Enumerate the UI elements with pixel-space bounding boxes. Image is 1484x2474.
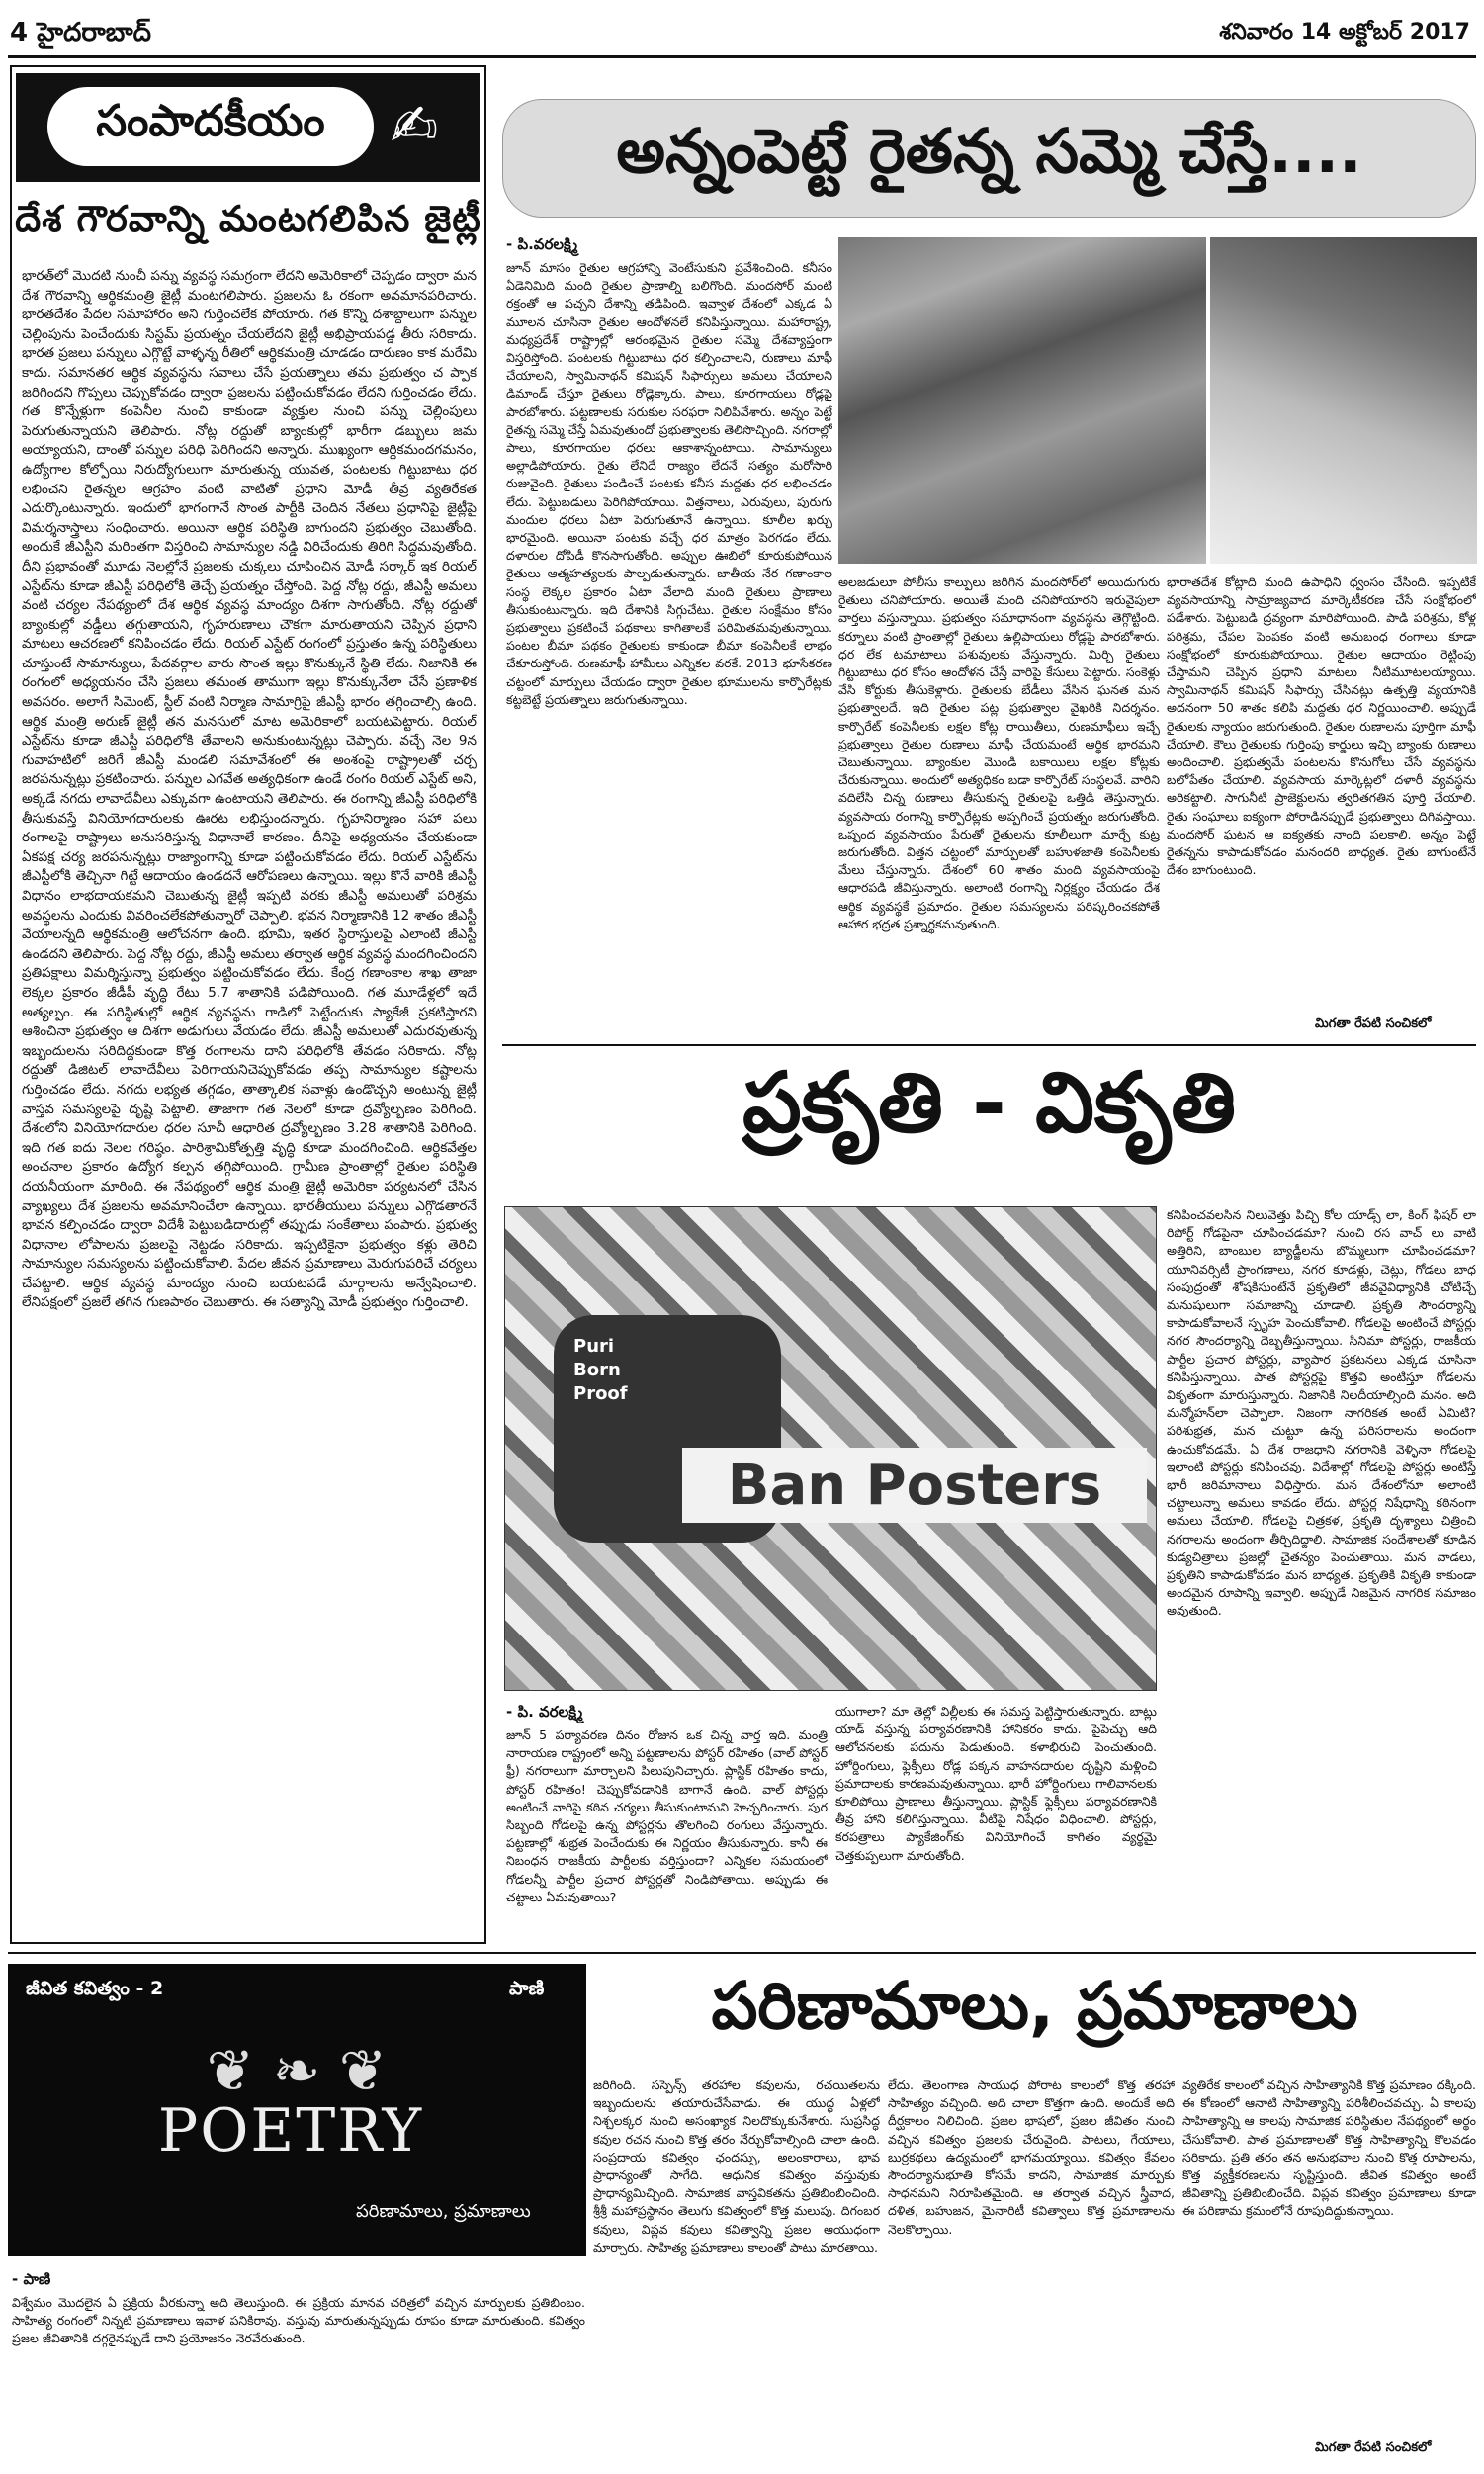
poetry-image-subtitle: పరిణామాలు, ప్రమాణాలు: [356, 2201, 531, 2222]
page-number-label: 4 హైదరాబాద్: [10, 18, 151, 47]
poetry-article-col2: జరిగింది. సస్పెన్స్ తరహాల కవులను, రచయితలను ఇబ్బందులను తయారుచేసేవాడు. ఈ యుద్ధ ఏళ్లలో నిశ్చలక్కర నుంచి అసంఖ్యాక నిలదొక్కుకునేశారు. సుప్రసిద్ధ కవుల రచన నుంచి కొత్త తరం నేర్చుకోవాల్సింది చాలా ఉంది. సంప్రదాయ కవిత్వం ఛందస్సు, అలంకారాలు, భావ ప్రాధాన్యంతో సాగేది. ఆధునిక కవిత్వం వస్తువుకు ప్రాధాన్యమిచ్చింది. సామాజిక వాస్తవికతను ప్రతిబింబించింది. శ్రీశ్రీ మహాప్రస్థానం తెలుగు కవిత్వంలో కొత్త మలుపు. దిగంబర కవులు, విప్లవ కవులు కవిత్వాన్ని ప్రజల ఆయుధంగా మార్చారు. సాహిత్య ప్రమాణాలు కాలంతో పాటు మారతాయి.: [593, 2077, 880, 2254]
farmer-article-col2: అలజడులూ పోలీసు కాల్పులు జరిగిన మందసోర్‌లో అయిదుగురు రైతులు చనిపోయారు. అయితే మంది చనిపోయారని ఇరువైపులా వార్తలు వస్తున్నాయి. ప్రభుత్వం సమాధానంగా వ్యవస్థను తెగ్గొట్టింది. కర్నూలు వంటి ప్రాంతాల్లో రైతులు ఉల్లిపాయలు రోడ్లపై పారబోశారు. ధర లేక టమాటాలు పశువులకు వేస్తున్నారు. మిర్చి రైతులు గిట్టుబాటు ధర కోసం ఆందోళన చేస్తే వారిపై కేసులు పెట్టారు. సంకెళ్లు వేసి కోర్టుకు తీసుకెళ్లారు. రైతులకు బేడీలు వేసిన ఘనత మన ప్రభుత్వాలదే. ఇది రైతుల పట్ల ప్రభుత్వాల వైఖరికి నిదర్శనం. కార్పొరేట్ కంపెనీలకు లక్షల కోట్ల రాయితీలు, రుణమాఫీలు ఇచ్చే ప్రభుత్వాలు రైతుల రుణాలు మాఫీ చేయమంటే ఆర్థిక భారమని చెబుతున్నాయి. బ్యాంకుల మొండి బకాయిలు లక్షల కోట్లకు చేరుకున్నాయి. అందులో అత్యధికం బడా కార్పొరేట్ సంస్థలవే. వారిని వదిలేసి చిన్న రుణాలు తీసుకున్న రైతులపై ఒత్తిడి తెస్తున్నారు. వ్యవసాయ రంగాన్ని కార్పొరేట్లకు అప్పగించే ప్రయత్నం జరుగుతోంది. ఒప్పంద వ్యవసాయం పేరుతో రైతులను కూలీలుగా మార్చే కుట్ర జరుగుతోంది. విత్తన చట్టంలో మార్పులతో బహుళజాతి కంపెనీలకు మేలు చేస్తున్నారు. దేశంలో 60 శాతం మంది వ్యవసాయంపై ఆధారపడి జీవిస్తున్నారు. అలాంటి రంగాన్ని నిర్లక్ష్యం చేయడం దేశ ఆర్థిక వ్యవస్థకే ప్రమాదం. రైతుల సమస్యలను పరిష్కరించకపోతే ఆహార భద్రత ప్రశ్నార్థకమవుతుంది.: [838, 574, 1160, 931]
farmers-protest-photo: [838, 237, 1206, 564]
poster-article-bottom-mid: యుగాలా? మా తెల్లో విల్లీలకు ఈ సమస్త పెట్టిస్తారుతున్నారు. బాట్లు యాడ్ వస్తున్న పర్యావరణానికి హానికరం కాదు. పైపెచ్చు ఆది ఆలోచనలకు పదును పెడుతుంది. కళాభిరుచి పెంచుతుంది. హోర్డింగులు, ఫ్లెక్సీలు రోడ్ల పక్కన వాహనదారుల దృష్టిని మళ్లించి ప్రమాదాలకు కారణమవుతున్నాయి. భారీ హోర్డింగులు గాలివానలకు కూలిపోయి ప్రాణాలు తీస్తున్నాయి. ప్లాస్టిక్ ఫ్లెక్సీలు పర్యావరణానికి తీవ్ర హాని కలిగిస్తున్నాయి. వీటిపై నిషేధం విధించాలి. పోస్టర్లు, కరపత్రాలు ప్యాకేజింగ్‌కు వినియోగించే కాగితం వ్యర్థమై చెత్తకుప్పలుగా మారుతోంది.: [835, 1704, 1157, 1863]
editorial-headline: దేశ గౌరవాన్ని మంటగలిపిన జైట్లీ: [15, 198, 481, 240]
poetry-author-tag: పాణి: [509, 1978, 545, 1999]
pen-icon: ✍: [390, 92, 439, 159]
masthead-rule: [8, 55, 1476, 58]
farmer-article-col3: భారాతదేశ కోట్లాది మంది ఉపాధిని ధ్వంసం చేసింది. ఇప్పటికే వ్యవసాయాన్ని సామ్రాజ్యవాద మార్కెటీకరణ చేసే సంక్షోభంలో పడేశారు. పెట్టుబడి ద్రవ్యంగా మారిపోయింది. పాడి పరిశ్రమ, కోళ్ల పరిశ్రమ, చేపల పెంపకం వంటి అనుబంధ రంగాలు కూడా సంక్షోభంలో కూరుకుపోయాయి. రైతుల ఆదాయం రెట్టింపు చేస్తామని చెప్పిన ప్రధాని మాటలు నీటిమూటలయ్యాయి. స్వామినాథన్ కమిషన్ సిఫార్సు చేసినట్లు ఉత్పత్తి వ్యయానికి అదనంగా 50 శాతం కలిపి మద్దతు ధర నిర్ణయించాలి. అప్పుడే రైతులకు న్యాయం జరుగుతుంది. రైతుల రుణాలను పూర్తిగా మాఫీ చేయాలి. కౌలు రైతులకు గుర్తింపు కార్డులు ఇచ్చి బ్యాంకు రుణాలు అందించాలి. ప్రభుత్వమే పంటలను కొనుగోలు చేసే వ్యవస్థను బలోపేతం చేయాలి. వ్యవసాయ మార్కెట్లలో దళారీ వ్యవస్థను అరికట్టాలి. సాగునీటి ప్రాజెక్టులను త్వరితగతిన పూర్తి చేయాలి. రైతు సంఘాలు ఐక్యంగా పోరాడినప్పుడే ప్రభుత్వాలు దిగివస్తాయి. మందసోర్ ఘటన ఆ ఐక్యతకు నాంది పలకాలి. అన్నం పెట్టే రైతన్నను కాపాడుకోవడం మనందరి బాధ్యత. రైతు బాగుంటేనే దేశం బాగుంటుంది.: [1167, 574, 1476, 878]
poster-article-right-col: కనిపించవలసిన నిలువెత్తు పిచ్చి కోల యాడ్స్ లా, కింగ్ ఫిషర్ లా రిపోర్ట్ గోడపైనా చూపించడమా? నుంచి రస వాచ్ లు వాటి అత్తిరిని, బాంబుల బ్యాడ్జీలను బొమ్మలుగా చూపించడమా? యూనివర్సిటీ ప్రాంగణాలు, నగర కూడళ్లు, చెట్లు, గోడలు బాధ సంపుద్రంతో శోషకిసుంటేనే ప్రకృతిలో జీవవైవిధ్యానికి చోటిచ్చే మనుషులుగా సమాజాన్ని చూడాలి. ప్రకృతి సౌందర్యాన్ని కాపాడుకోవాలనే స్పృహ పెంచుకోవాలి. గోడలపై అంటించే పోస్టర్లు నగర సౌందర్యాన్ని దెబ్బతీస్తున్నాయి. సినిమా పోస్టర్లు, రాజకీయ పార్టీల ప్రచార పోస్టర్లు, వ్యాపార ప్రకటనలు ఎక్కడ చూసినా కనిపిస్తున్నాయి. పాత పోస్టర్లపై కొత్తవి అంటిస్తూ గోడలను వికృతంగా మారుస్తున్నారు. నిజానికి నిలదీయాల్సింది మనం. అది మన్మోహన్‌లా చెప్పాలా. నిజంగా నాగరికత అంటే ఏమిటి? పరిశుభ్రత, మన చుట్టూ ఉన్న పరిసరాలను అందంగా ఉంచుకోవడమే. ఏ దేశ రాజధాని నగరానికి వెళ్ళినా గోడలపై ఇలాంటి పోస్టర్లు కనిపించవు. విదేశాల్లో గోడలపై పోస్టర్లు అంటిస్తే భారీ జరిమానాలు విధిస్తారు. మన దేశంలోనూ అలాంటి చట్టాలున్నా అమలు కావడం లేదు. పోస్టర్ల నిషేధాన్ని కఠినంగా అమలు చేయాలి. గోడలపై చిత్రకళ, ప్రకృతి దృశ్యాలు చిత్రించి నగరాలను అందంగా తీర్చిదిద్దాలి. సామాజిక సందేశాలతో కూడిన కుడ్యచిత్రాలు ప్రజల్లో చైతన్యం పెంచుతాయి. మన వాడలు, ప్రకృతిని కాపాడుకోవడం మన బాధ్యత. ప్రకృతికి వికృతి కాకుండా అందమైన రూపాన్ని ఇవ్వాలి. అప్పుడే నిజమైన నాగరిక సమాజం అవుతుంది.: [1167, 1207, 1476, 1619]
poster-article-byline: - పి. వరలక్ష్మి: [506, 1703, 583, 1721]
farmer-article-byline: - పి.వరలక్ష్మి: [506, 235, 578, 253]
issue-date: శనివారం 14 అక్టోబర్ 2017: [1219, 20, 1470, 44]
poetry-article-continued: మిగతా రేపటి సంచికలో: [1315, 2440, 1432, 2455]
poetry-series-label: జీవిత కవిత్వం - 2: [26, 1978, 164, 1999]
poster-word: Born: [573, 1360, 621, 1380]
floral-swirl-icon: ❦ ❧ ❦: [206, 2037, 388, 2104]
poetry-image-word: POETRY: [157, 2096, 424, 2165]
poster-article-bottom-left: జూన్ 5 పర్యావరణ దినం రోజున ఒక చిన్న వార్త ఇది. మంత్రి నారాయణ రాష్ట్రంలో అన్ని పట్టణాలను పోస్టర్ రహితం (వాల్ పోస్టర్ ఫ్రీ) నగరాలుగా మార్చాలని పిలుపునిచ్చారు. ప్లాస్టిక్ రహితం కాదు, పోస్టర్ రహితం! చెప్పుకోవడానికి బాగానే ఉంది. వాల్ పోస్టర్లు అంటించే వారిపై కఠిన చర్యలు తీసుకుంటామని హెచ్చరించారు. పుర సిబ్బంది గోడలపై ఉన్న పోస్టర్లను తొలగించి రంగులు వేస్తున్నారు. పట్టణాల్లో శుభ్రత పెంచేందుకు ఈ నిర్ణయం తీసుకున్నారు. కానీ ఈ నిబంధన రాజకీయ పార్టీలకు వర్తిస్తుందా? ఎన్నికల సమయంలో గోడలన్నీ పార్టీల ప్రచార పోస్టర్లతో నిండిపోతాయి. అప్పుడు ఈ చట్టాలు ఏమవుతాయి?: [506, 1727, 828, 1904]
editorial-body: భారత్‌లో మొదటి నుంచీ పన్ను వ్యవస్థ సమగ్రంగా లేదని అమెరికాలో చెప్పడం ద్వారా మన దేశ గౌరవాన్ని ఆర్థికమంత్రి జైట్లీ మంటగలిపారు. ప్రజలను ఓ రకంగా అవమానపరిచారు. భారతదేశం పేదల సమాహారం అని గుర్తించలేక పోయారు. గత కొన్ని దశాబ్దాలుగా పన్నుల చెల్లింపును పెంచేందుకు సిస్టమ్ ప్రయత్నం చేయలేదని జైట్లీ అభిప్రాయపడ్డ తీరు సరికాదు. భారత ప్రజలు పన్నులు ఎగ్గొట్టే వాళ్ళన్న రీతిలో ఆర్థికమంత్రి చూడడం దారుణం కాక మరేమి కాదు. సమానతర ఆర్థిక వ్యవస్థను సవాలు చేసే ప్రయత్నాలు తమ ప్రభుత్వం చ ప్పాక జరిగిందని గొప్పలు చెప్పుకోవడం ద్వారా ప్రజలను పట్టించుకోవడం లేదని గుర్తించడం లేదు. గత కొన్నేళ్లుగా కంపెనీల నుంచి కాకుండా వ్యక్తుల నుంచి పన్ను చెల్లింపులు పెరుగుతున్నాయని తెలిపారు. నోట్ల రద్దుతో బ్యాంకుల్లో భారీగా డబ్బులు జమ అయ్యాయని, దాంతో పన్నుల పరిధి పెరిగిందని అన్నారు. ముఖ్యంగా ఆర్థికమందగమనం, ఉద్యోగాల కోల్పోయి నిరుద్యోగులుగా మారుతున్న యువత, పంటలకు గిట్టుబాటు ధర లభించని రైతన్నల ఆగ్రహం వంటి వాటితో ప్రధాని మోడీ తీవ్ర వ్యతిరేకత ఎదుర్కొంటున్నారు. ఇందులో భాగంగానే సొంత పార్టీకి చెందిన నేతలు ప్రధానిపై జైట్లీపై విమర్శనాస్త్రాలు సంధించారు. అయినా ఆర్థిక పరిస్థితి బాగుందని ప్రభుత్వం చెబుతోంది. అందుకే జీఎస్టీని మరింతగా విస్తరించి సామాన్యుల నడ్డి విరిచేందుకు తిరిగి సిద్ధమవుతోంది. దీని ప్రభావంతో మూడు నెలల్లోనే ప్రజలకు చుక్కలు చూపించిన మోడీ సర్కార్ ఇక రియల్ ఎస్టేట్‌ను కూడా జీఎస్టీ పరిధిలోకి తెచ్చే ప్రయత్నం చేస్తోంది. పెద్ద నోట్ల రద్దు, జీఎస్టీ అమలు వంటి చర్యల నేపథ్యంలో దేశ ఆర్థిక వ్యవస్థ మాంద్యం దిశగా సాగుతోంది. నోట్ల రద్దుతో బ్యాంకుల్లో వడ్డీలు తగ్గుతాయని, గృహరుణాలు చౌకగా మారుతాయని చెప్పిన ప్రధాని మాటలు ఆచరణలో కనిపించడం లేదు. రియల్ ఎస్టేట్ రంగంలో ప్రస్తుతం ఉన్న పరిస్థితులు చూస్తుంటే సామాన్యులు, పేదవర్గాల వారు సొంత ఇల్లు కొనుక్కునే స్థితి లేదు. నిజానికి ఈ రంగంలో అధ్యయనం చేసి ప్రజలు తమంత తాముగా ఇల్లు కొనుక్కునేలా చేసే ప్రణాళిక అవసరం. అలాగే సిమెంట్, స్టీల్ వంటి నిర్మాణ సామాగ్రిపై జీఎస్టీ భారం తగ్గించాల్సి ఉంది. ఆర్థిక మంత్రి అరుణ్ జైట్లీ తన మనసులో మాట అమెరికాలో బయటపెట్టారు. రియల్ ఎస్టేట్‌ను కూడా జీఎస్టీ పరిధిలోకి తేవాలని అనుకుంటున్నట్లు చెప్పారు. వచ్చే నెల 9న గువాహటిలో జరిగే జీఎస్టీ మండలి సమావేశంలో ఈ అంశంపై రాష్ట్రాలతో చర్చ జరపనున్నట్లు ప్రకటించారు. పన్నుల ఎగవేత అత్యధికంగా ఉండే రంగం రియల్ ఎస్టేట్ అని, అక్కడే నగదు లావాదేవీలు ఎక్కువగా ఉంటాయని తెలిపారు. ఈ రంగాన్ని జీఎస్టీ పరిధిలోకి తీసుకువస్తే వినియోగదారులకు ఊరట లభిస్తుందన్నారు. గృహనిర్మాణం సహా పలు రంగాలపై రాష్ట్రాలు అనుసరిస్తున్న విధానాలే కారణం. దీనిపై అధ్యయనం చేయకుండా ఏకపక్ష చర్య జరపనున్నట్లు రాజ్యాంగాన్ని కూడా పట్టించుకోవడం లేదు. రియల్ ఎస్టేట్‌ను జీఎస్టీలోకి తెచ్చినా గిట్టే ఆదాయం ఉండదనే ఆరోపణలు ఉన్నాయి. ఇల్లు కొనే వారికి జీఎస్టీ విధానం లాభదాయకమని చెబుతున్న జైట్లీ ఇప్పటి వరకు జీఎస్టీ అమలుతో పరిశ్రమ అవస్థలను ఎందుకు వివరించలేకపోతున్నారో చెప్పాలి. భవన నిర్మాణానికి 12 శాతం జీఎస్టీ వేయాలన్నది ఆర్థికమంత్రి ఆలోచనగా ఉంది. భూమి, ఇతర స్థిరాస్తులపై ఎలాంటి జీఎస్టీ ఉండదని తెలిపారు. పెద్ద నోట్ల రద్దు, జీఎస్టీ అమలు తర్వాత ఆర్థిక వ్యవస్థ మందగించిందని ప్రతిపక్షాలు విమర్శిస్తున్నా ప్రభుత్వం పట్టించుకోవడం లేదు. కేంద్ర గణాంకాల శాఖ తాజా లెక్కల ప్రకారం జీడీపీ వృద్ధి రేటు 5.7 శాతానికి పడిపోయింది. గత మూడేళ్లలో ఇదే అత్యల్పం. ఈ పరిస్థితుల్లో ఆర్థిక వ్యవస్థను గాడిలో పెట్టేందుకు ప్యాకేజీ ప్రకటిస్తారని ఆశించినా ప్రభుత్వం ఆ దిశగా అడుగులు వేయడం లేదు. జీఎస్టీ అమలుతో ఎదురవుతున్న ఇబ్బందులను సరిదిద్దకుండా కొత్త రంగాలను దాని పరిధిలోకి తేవడం సరికాదు. నోట్ల రద్దుతో డిజిటల్ లావాదేవీలు పెరిగాయనిచెప్పుకోవడం తప్ప సామాన్యుల కష్టాలను గుర్తించడం లేదు. నగదు లభ్యత తగ్గడం, తాత్కాలిక సవాళ్లు ఉండొచ్చని అంటున్న జైట్లీ వాస్తవ సమస్యలపై దృష్టి పెట్టాలి. తాజాగా గత నెలలో కూడా ద్రవ్యోల్బణం పెరిగింది. దేశంలోని వినియోగదారుల ధరల సూచీ ఆధారిత ద్రవ్యోల్బణం 3.28 శాతానికి పెరిగింది. ఇది గత ఐదు నెలల గరిష్ఠం. పారిశ్రామికోత్పత్తి వృద్ధి కూడా మందగించింది. ఆర్థికవేత్తల అంచనాల ప్రకారం ఉద్యోగ కల్పన తగ్గిపోయింది. గ్రామీణ ప్రాంతాల్లో రైతుల పరిస్థితి దయనీయంగా మారింది. ఈ నేపథ్యంలో ఆర్థిక మంత్రి జైట్లీ అమెరికా పర్యటనలో చేసిన వ్యాఖ్యలు దేశ ప్రజలను అవమానించేలా ఉన్నాయి. భారతీయులు పన్నులు ఎగ్గొడతారనే భావన కల్పించడం ద్వారా విదేశీ పెట్టుబడిదారుల్లో తప్పుడు సంకేతాలు పంపారు. ప్రభుత్వ విధానాల లోపాలను ప్రజలపై నెట్టడం సరికాదు. ఇప్పటికైనా ప్రభుత్వం కళ్లు తెరిచి సామాన్యుల సమస్యలను పట్టించుకోవాలి. పేదల జీవన ప్రమాణాలు మెరుగుపరిచే చర్యలు చేపట్టాలి. ఆర్థిక వ్యవస్థ మాంద్యం నుంచి బయటపడే మార్గాలను అన్వేషించాలి. లేనిపక్షంలో ప్రజలే తగిన గుణపాఠం చెబుతారు. ఈ సత్యాన్ని మోడీ ప్రభుత్వం గుర్తించాలి.: [22, 268, 477, 1311]
poetry-article-byline: - పాణి: [12, 2270, 51, 2288]
poster-word: Proof: [573, 1383, 628, 1404]
poetry-article-headline: పరిణామాలు, ప్రమాణాలు: [711, 1967, 1358, 2044]
poster-graphic-words: [573, 1335, 628, 1406]
poetry-article-left-col: విశ్వేమం మొదలైన ఏ ప్రక్రియ వీరకున్నా అది తెలుస్తుంది. ఈ ప్రక్రియ మానవ చరిత్రలో వచ్చిన మార్పులకు ప్రతిబింబం. సాహిత్య రంగంలో నిన్నటి ప్రమాణాలు ఇవాళ పనికిరావు. వస్తువు మారుతున్నప్పుడు రూపం కూడా మారుతుంది. కవిత్వం ప్రజల జీవితానికి దగ్గరైనప్పుడే దాని ప్రయోజనం నెరవేరుతుంది.: [12, 2295, 585, 2346]
farmer-article-headline: అన్నంపెట్టే రైతన్న సమ్మె చేస్తే....: [502, 99, 1476, 218]
poetry-article-col3: లేదు. తెలంగాణ సాయుధ పోరాట కాలంలో కొత్త తరహా సాహిత్యం వచ్చింది. అది చాలా కొత్తగా ఉంది. అందుకే అది దీర్ఘకాలం నిలిచింది. ప్రజల భాషలో, ప్రజల జీవితం నుంచి వచ్చిన కవిత్వం ప్రజలకు చేరువైంది. పాటలు, గేయాలు, బుర్రకథలు ఉద్యమంలో భాగమయ్యాయి. కవిత్వం కేవలం సౌందర్యానుభూతి కోసమే కాదని, సామాజిక మార్పుకు సాధనమని నిరూపితమైంది. ఆ తర్వాత వచ్చిన స్త్రీవాద, దళిత, బహుజన, మైనారిటీ కవిత్వాలు కొత్త ప్రమాణాలను నెలకొల్పాయి.: [888, 2077, 1175, 2237]
section-divider-1: [502, 1044, 1476, 1046]
poster-word: Puri: [573, 1336, 615, 1357]
milk-pouring-photo: [1210, 237, 1477, 564]
poster-article-headline: ప్రకృతి - వికృతి: [742, 1053, 1237, 1151]
farmer-article-continued: మిగతా రేపటి సంచికలో: [1315, 1016, 1432, 1031]
farmer-article-col1: జూన్ మాసం రైతుల ఆగ్రహాన్ని వెంటేసుకుని ప్రవేశించింది. కనీసం ఏడెనిమిది మంది రైతుల ప్రాణాల్ని బలిగొంది. మందసోర్ మంటి రక్తంతో ఆ పచ్చని దేశాన్ని తడిపింది. ఇవ్వాళ దేశంలో ఎక్కడ ఏ మూలన చూసినా రైతుల ఆందోళనలే కనిపిస్తున్నాయి. మహారాష్ట్ర, మధ్యప్రదేశ్ రాష్ట్రాల్లో ఆరంభమైన రైతుల సమ్మె దేశవ్యాప్తంగా విస్తరిస్తోంది. పంటలకు గిట్టుబాటు ధర కల్పించాలని, రుణాలు మాఫీ చేయాలని, స్వామినాథన్ కమిషన్ సిఫార్సులు అమలు చేయాలని డిమాండ్ చేస్తూ రైతులు రోడ్లెక్కారు. పాలు, కూరగాయలు రోడ్లపై పారబోశారు. పట్టణాలకు సరుకుల సరఫరా నిలిపివేశారు. అన్నం పెట్టే రైతన్న సమ్మె చేస్తే ఏమవుతుందో ప్రభుత్వాలకు తెలిసొచ్చింది. నగరాల్లో పాలు, కూరగాయల ధరలు ఆకాశాన్నంటాయి. సామాన్యులు అల్లాడిపోయారు. రైతు లేనిదే రాజ్యం లేదనే సత్యం మరోసారి రుజువైంది. రైతులు పండించే పంటకు కనీస మద్దతు ధర లభించడం లేదు. పెట్టుబడులు పెరిగిపోయాయి. విత్తనాలు, ఎరువులు, పురుగు మందుల ధరలు ఏటా పెరుగుతూనే ఉన్నాయి. కూలీల ఖర్చు భారమైంది. అయినా పంటకు వచ్చే ధర మాత్రం పెరగడం లేదు. దళారుల దోపిడీ కొనసాగుతోంది. అప్పుల ఊబిలో కూరుకుపోయిన రైతులు ఆత్మహత్యలకు పాల్పడుతున్నారు. జాతీయ నేర గణాంకాల సంస్థ లెక్కల ప్రకారం ఏటా వేలాది మంది రైతులు ప్రాణాలు తీసుకుంటున్నారు. ఇది దేశానికి సిగ్గుచేటు. రైతుల సంక్షేమం కోసం ప్రభుత్వాలు ప్రకటించే పథకాలు కాగితాలకే పరిమితమవుతున్నాయి. పంటల బీమా పథకం రైతులకు కాకుండా బీమా కంపెనీలకే లాభం చేకూరుస్తోంది. రుణమాఫీ హామీలు ఎన్నికల వరకే. 2013 భూసేకరణ చట్టంలో మార్పులు చేయడం ద్వారా రైతుల భూములను కార్పొరేట్లకు కట్టబెట్టే ప్రయత్నాలు జరుగుతున్నాయి.: [506, 260, 832, 707]
ban-posters-caption: Ban Posters: [682, 1448, 1147, 1523]
editorial-section-title: సంపాదకీయం: [47, 87, 374, 166]
section-divider-2: [8, 1952, 1476, 1954]
poetry-article-col4: వ్యతిరేక కాలంలో వచ్చిన సాహిత్యానికి కొత్త ప్రమాణం దక్కింది. ఈ కోణంలో ఆనాటి సాహిత్యాన్ని పరిశీలించవచ్చు. ఏ కాలపు సాహిత్యాన్ని ఆ కాలపు సామాజిక పరిస్థితుల నేపథ్యంలో అర్థం చేసుకోవాలి. పాత ప్రమాణాలతో కొత్త సాహిత్యాన్ని కొలవడం సరికాదు. ప్రతి తరం తన అనుభవాల నుంచి కొత్త రూపాలను, కొత్త వ్యక్తీకరణలను సృష్టిస్తుంది. జీవిత కవిత్వం అంటే జీవితాన్ని ప్రతిబింబించేది. విప్లవ కవిత్వం ప్రమాణాలు కూడా ఈ పరిణామ క్రమంలోనే రూపుదిద్దుకున్నాయి.: [1182, 2077, 1476, 2219]
